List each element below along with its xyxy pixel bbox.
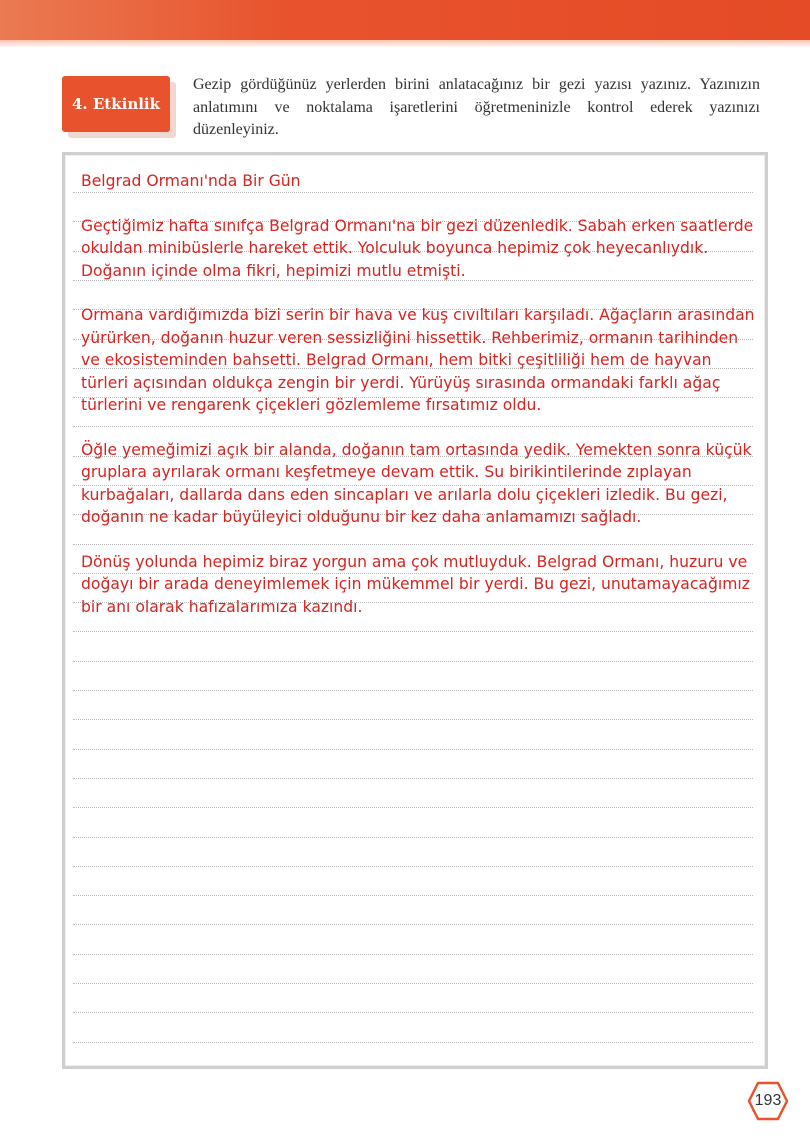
writing-line <box>73 954 753 955</box>
writing-line <box>73 924 753 925</box>
writing-line <box>73 983 753 984</box>
activity-badge <box>62 76 170 132</box>
essay-paragraph: Dönüş yolunda hepimiz biraz yorgun ama çok mutluyduk. Belgrad Ormanı, huzuru ve doğayı bir arada deneyimlemek için mükemmel bir yerdi. Bu gezi, unutamayacağımız bir anı olarak hafızalarımıza kazındı. <box>81 552 750 616</box>
writing-line <box>73 837 753 838</box>
writing-line <box>73 807 753 808</box>
activity-label: 4. Etkinlik <box>71 95 161 113</box>
writing-line <box>73 895 753 896</box>
writing-line <box>73 1012 753 1013</box>
writing-line <box>73 690 753 691</box>
page-number-text: 193 <box>754 1092 782 1109</box>
activity-instruction: Gezip gördüğünüz yerlerden birini anlatacağınız bir gezi yazısı yazınız. Yazınızın anlatımını ve noktalama işaretlerini öğretmeninizle kontrol ederek yazınızı düzenleyiniz. <box>193 76 760 138</box>
essay-paragraph: Ormana vardığımızda bizi serin bir hava ve kuş cıvıltıları karşıladı. Ağaçların arasından yürürken, doğanın huzur veren sessizliğini hissettik. Rehberimiz, ormanın tarihinden ve ekosisteminden bahsetti. Belgrad Ormanı, hem bitki çeşitliliği hem de hayvan türleri açısından oldukça zengin bir yerdi. Yürüyüş sırasında ormandaki farklı ağaç türlerini ve rengarenk çiçekleri gözlemleme fırsatımız oldu. <box>81 306 755 415</box>
page-number <box>747 1080 789 1122</box>
essay-title: Belgrad Ormanı'nda Bir Gün <box>81 172 301 190</box>
writing-line <box>73 778 753 779</box>
writing-line <box>73 866 753 867</box>
writing-line <box>73 719 753 720</box>
essay-paragraph: Geçtiğimiz hafta sınıfça Belgrad Ormanı'na bir gezi düzenledik. Sabah erken saatlerde okuldan minibüslerle hareket ettik. Yolculuk boyunca hepimiz çok heyecanlıydık. Doğanın içinde olma fikri, hepimizi mutlu etmişti. <box>81 216 754 280</box>
essay-paragraph: Öğle yemeğimizi açık bir alanda, doğanın tam ortasında yedik. Yemekten sonra küçük gruplara ayrılarak ormanı keşfetmeye devam ettik. Su birikintilerinde zıplayan kurbağaları, dallarda dans eden sincapları ve arılarla dolu çiçekleri izledik. Bu gezi, doğanın ne kadar büyüleyici olduğunu bir kez daha anlamamızı sağladı. <box>81 440 752 527</box>
header-band <box>0 0 810 40</box>
writing-line <box>73 749 753 750</box>
writing-line <box>73 1042 753 1043</box>
writing-line <box>73 661 753 662</box>
essay-text <box>81 170 761 640</box>
